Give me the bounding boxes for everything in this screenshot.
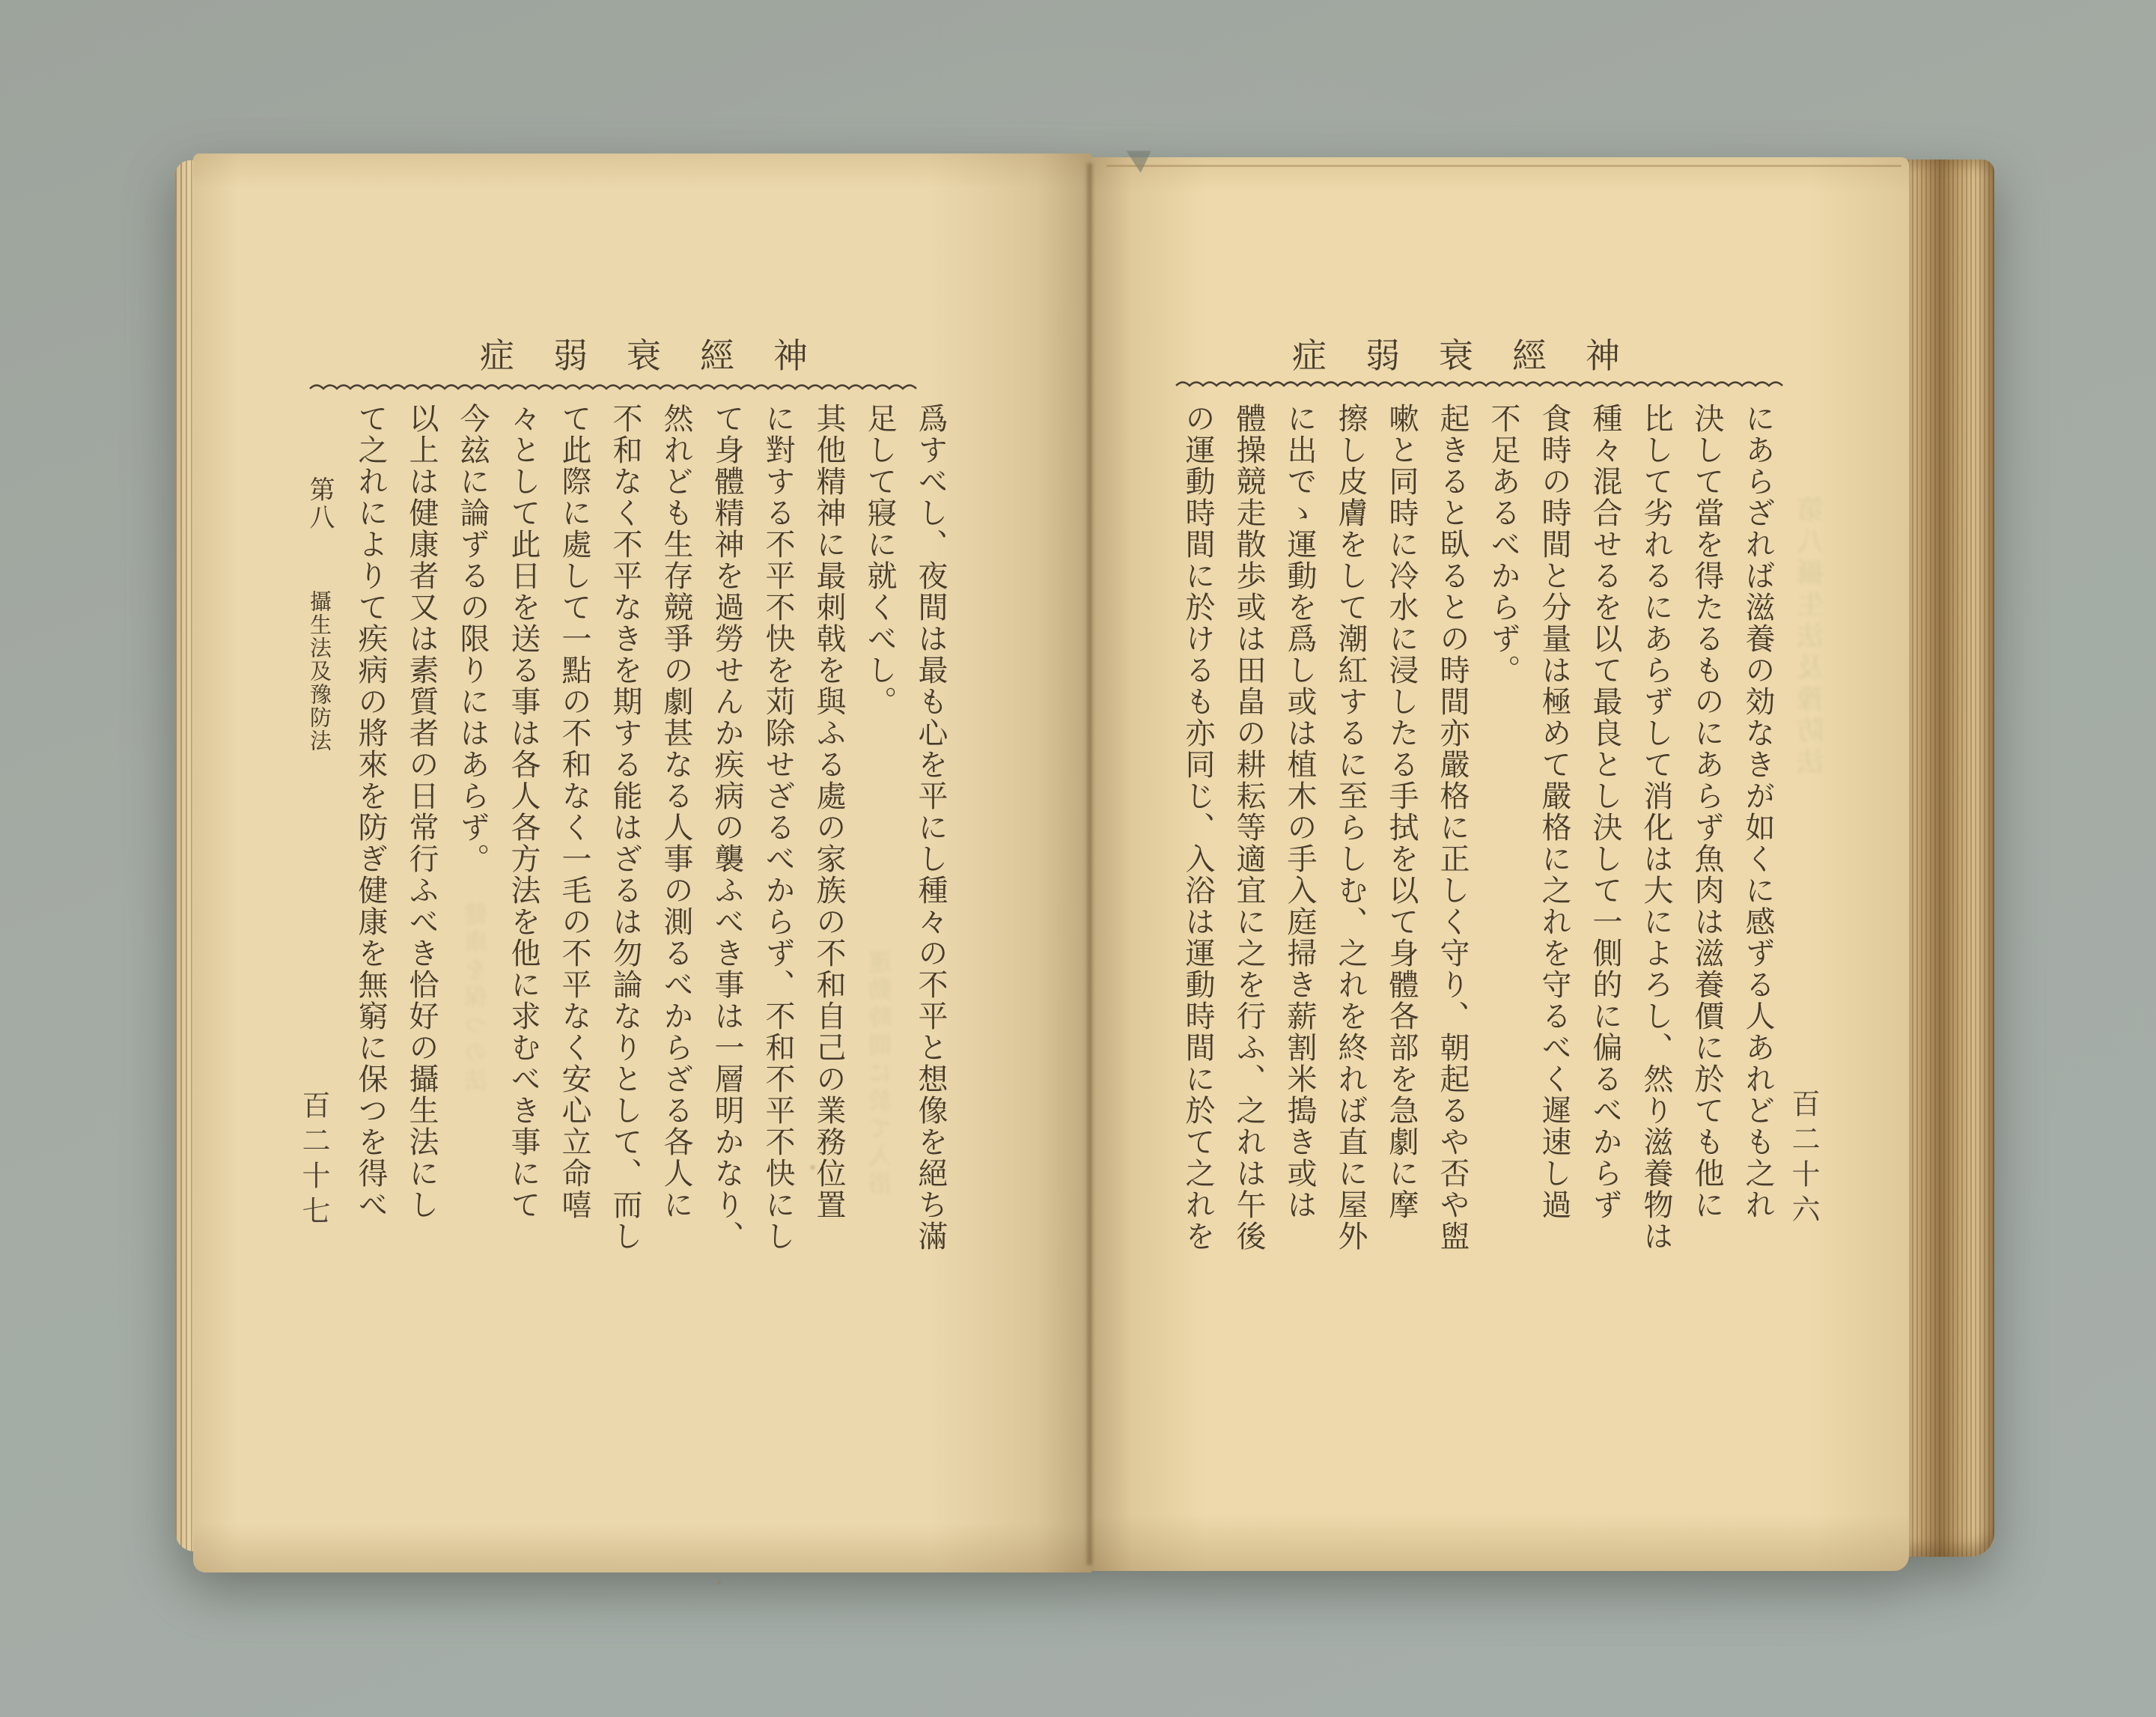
show-through-ghost: 第八攝生法及豫防法 xyxy=(1797,496,1828,779)
page-number-126: 百二十六 xyxy=(1787,1089,1820,1230)
page-number-127: 百二十七 xyxy=(297,1090,330,1231)
show-through-ghost: 健康を保つの法 xyxy=(465,902,492,1095)
running-head-left xyxy=(480,337,808,374)
section-number: 第八 xyxy=(305,476,335,532)
text-column: 起きると臥るとの時間亦嚴格に正しく守り、朝起るや否や盥 xyxy=(1435,403,1470,1252)
running-head-char: 經 xyxy=(1512,335,1547,376)
running-head-char: 衰 xyxy=(627,335,661,376)
text-column: 食時の時間と分量は極めて嚴格に之れを守るべく遲速し過 xyxy=(1537,403,1571,1221)
text-column: 嗽と同時に冷水に浸したる手拭を以て身體各部を急劇に摩 xyxy=(1384,403,1419,1221)
text-column: て此際に處して一點の不和なく一毛の不平なく安心立命嘻 xyxy=(557,403,591,1221)
text-columns-page-127 xyxy=(294,403,956,1273)
text-column: 體操競走散歩或は田畠の耕耘等適宜に之を行ふ、之れは午後 xyxy=(1231,403,1266,1252)
fore-edge-page-stack xyxy=(1907,159,1994,1557)
text-column: 以上は健康者又は素質者の日常行ふべき恰好の攝生法にし xyxy=(404,403,439,1221)
running-head-char: 弱 xyxy=(1365,335,1400,376)
running-head-char: 症 xyxy=(1292,335,1327,376)
text-column: 決して當を得たるものにあらず魚肉は滋養價に於ても他に xyxy=(1690,403,1724,1221)
show-through-ghost: 運動時間に於て入浴 xyxy=(869,949,896,1199)
text-column: て身體精神を過勞せんか疾病の襲ふべき事は一層明かなり、 xyxy=(710,403,744,1252)
running-head-char: 症 xyxy=(480,335,514,376)
text-column: て之れによりて疾病の將來を防ぎ健康を無窮に保つを得べ xyxy=(353,403,388,1221)
running-head-char: 衰 xyxy=(1439,335,1473,376)
wavy-rule-left xyxy=(309,380,919,392)
text-column: に出でゝ運動を爲し或は植木の手入庭掃き薪割米搗き或は xyxy=(1282,403,1317,1221)
text-column: に對する不平不快を苅除せざるべからず、不和不平不快にし xyxy=(761,403,795,1252)
text-column: 爲すべし、夜間は最も心を平にし種々の不平と想像を絕ち滿 xyxy=(913,403,948,1252)
running-head-right xyxy=(1292,337,1620,374)
text-columns-page-126 xyxy=(1172,403,1783,1273)
text-column: にあらざれば滋養の効なきが如くに感ずる人あれども之れ xyxy=(1741,403,1775,1221)
text-column: 然れども生存競爭の劇甚なる人事の測るべからざる各人に xyxy=(659,403,693,1221)
text-column: 不足あるべからず。 xyxy=(1486,403,1520,686)
wavy-rule-right xyxy=(1175,377,1785,389)
text-column: 比して劣れるにあらずして消化は大によろし、然り滋養物は xyxy=(1639,403,1673,1252)
text-column: 足して寢に就くべし。 xyxy=(862,403,897,717)
gutter-fold-shadow xyxy=(1085,163,1093,1565)
foxing-spot xyxy=(717,1581,721,1584)
running-head-char: 神 xyxy=(1586,335,1620,376)
text-column: 今玆に論ずるの限りにはあらず。 xyxy=(455,403,490,875)
text-column: 々として此日を送る事は各人各方法を他に求むべき事にて xyxy=(506,403,540,1221)
text-column: 種々混合せるを以て最良とし決して一側的に偏るべからず xyxy=(1588,403,1622,1221)
text-column: の運動時間に於けるも亦同じ、入浴は運動時間に於て之れを xyxy=(1181,403,1215,1252)
text-column: 不和なく不平なきを期する能はざるは勿論なりとして、而し xyxy=(608,403,642,1252)
text-column: 其他精神に最刺戟を與ふる處の家族の不和自己の業務位置 xyxy=(811,403,846,1221)
text-column: 擦し皮膚をして潮紅するに至らしむ、之れを終れば直に屋外 xyxy=(1333,403,1368,1252)
running-head-char: 神 xyxy=(773,335,808,376)
under-page-top-edge xyxy=(1106,165,1901,167)
section-title: 攝生法及豫防法 xyxy=(307,590,332,753)
running-head-char: 經 xyxy=(700,335,734,376)
running-head-char: 弱 xyxy=(553,335,588,376)
